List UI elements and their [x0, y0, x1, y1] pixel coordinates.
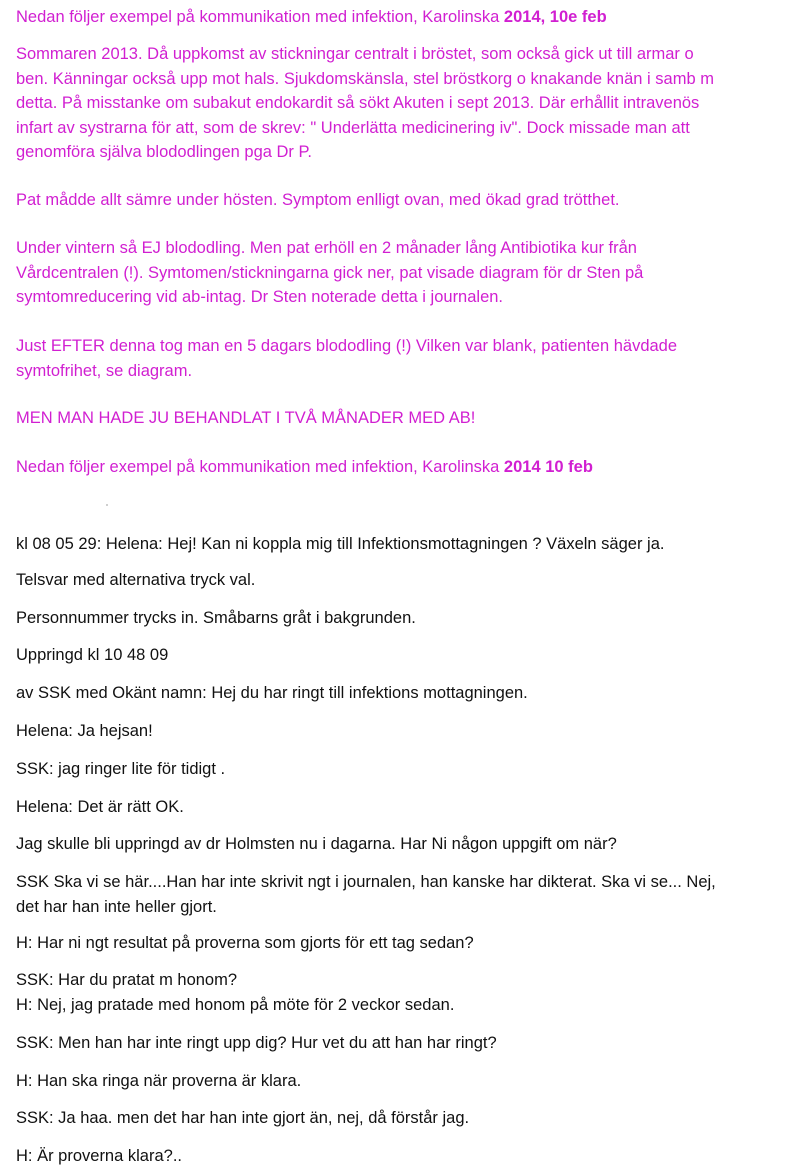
scan-artifact	[106, 504, 108, 506]
dialogue-line: det har han inte heller gjort.	[16, 897, 217, 916]
dialogue-multiline	[16, 870, 786, 919]
dialogue-line: Helena: Ja hejsan!	[16, 722, 153, 740]
heading-text: Nedan följer exempel på kommunikation med infektion, Karolinska	[16, 458, 504, 476]
dialogue-line: Personnummer trycks in. Småbarns gråt i bakgrunden.	[16, 609, 416, 627]
paragraph-line: symtofrihet, se diagram.	[16, 361, 193, 380]
paragraph-line: ben. Känningar också upp mot hals. Sjukdomskänsla, stel bröstkorg o knakande knän i samb m	[16, 69, 714, 88]
paragraph-line: Just EFTER denna tog man en 5 dagars blododling (!) Vilken var blank, patienten hävdade	[16, 337, 678, 355]
heading-text: Nedan följer exempel på kommunikation med infektion, Karolinska	[16, 8, 504, 26]
dialogue-line: Helena: Det är rätt OK.	[16, 798, 184, 816]
paragraph-line: symtomreducering vid ab-intag. Dr Sten noterade detta i journalen.	[16, 288, 504, 306]
dialogue-line: kl 08 05 29: Helena: Hej! Kan ni koppla mig till Infektionsmottagningen ? Växeln säger ja.	[16, 535, 665, 553]
dialogue-line: SSK Ska vi se här....Han har inte skrivit ngt i journalen, han kanske har dikterat. Ska vi se... Nej,	[16, 873, 716, 891]
paragraph-line: detta. På misstanke om subakut endokardit så sökt Akuten i sept 2013. Där erhållit intravenös	[16, 94, 700, 112]
paragraph-emphasis: MEN MAN HADE JU BEHANDLAT I TVÅ MÅNADER MED AB!	[16, 409, 476, 427]
dialogue-line: SSK: Men han har inte ringt upp dig? Hur vet du att han har ringt?	[16, 1034, 497, 1052]
paragraph-summer-2013	[16, 42, 786, 165]
dialogue-multiline	[16, 968, 786, 1017]
paragraph-line: Vårdcentralen (!). Symtomen/stickningarna gick ner, pat visade diagram för dr Sten på	[16, 263, 644, 282]
paragraph-blood-culture	[16, 334, 786, 383]
paragraph-winter	[16, 236, 786, 310]
dialogue-line: Telsvar med alternativa tryck val.	[16, 571, 256, 589]
section-heading-1	[16, 5, 607, 30]
dialogue-line: av SSK med Okänt namn: Hej du har ringt till infektions mottagningen.	[16, 684, 528, 702]
dialogue-line: Jag skulle bli uppringd av dr Holmsten nu i dagarna. Har Ni någon uppgift om när?	[16, 835, 617, 853]
dialogue-line: SSK: Har du pratat m honom?	[16, 971, 238, 989]
paragraph-autumn: Pat mådde allt sämre under hösten. Symptom enlligt ovan, med ökad grad trötthet.	[16, 191, 620, 209]
dialogue-line: SSK: jag ringer lite för tidigt .	[16, 760, 226, 778]
paragraph-line: Sommaren 2013. Då uppkomst av stickningar centralt i bröstet, som också gick ut till armar o	[16, 45, 694, 63]
paragraph-line: Under vintern så EJ blododling. Men pat erhöll en 2 månader lång Antibiotika kur från	[16, 239, 637, 257]
dialogue-line: H: Han ska ringa när proverna är klara.	[16, 1072, 302, 1090]
dialogue-line: Uppringd kl 10 48 09	[16, 646, 169, 664]
paragraph-line: infart av systrarna för att, som de skrev: " Underlätta medicinering iv". Dock missade man att	[16, 118, 690, 137]
paragraph-line: genomföra själva blododlingen pga Dr P.	[16, 143, 312, 161]
dialogue-line: H: Har ni ngt resultat på proverna som gjorts för ett tag sedan?	[16, 934, 474, 952]
section-heading-2	[16, 455, 593, 480]
heading-date: 2014, 10e feb	[503, 8, 607, 26]
dialogue-line: H: Nej, jag pratade med honom på möte för 2 veckor sedan.	[16, 995, 455, 1014]
dialogue-line: H: Är proverna klara?..	[16, 1147, 182, 1165]
heading-date: 2014 10 feb	[503, 458, 593, 476]
dialogue-line: SSK: Ja haa. men det har han inte gjort än, nej, då förstår jag.	[16, 1109, 470, 1127]
